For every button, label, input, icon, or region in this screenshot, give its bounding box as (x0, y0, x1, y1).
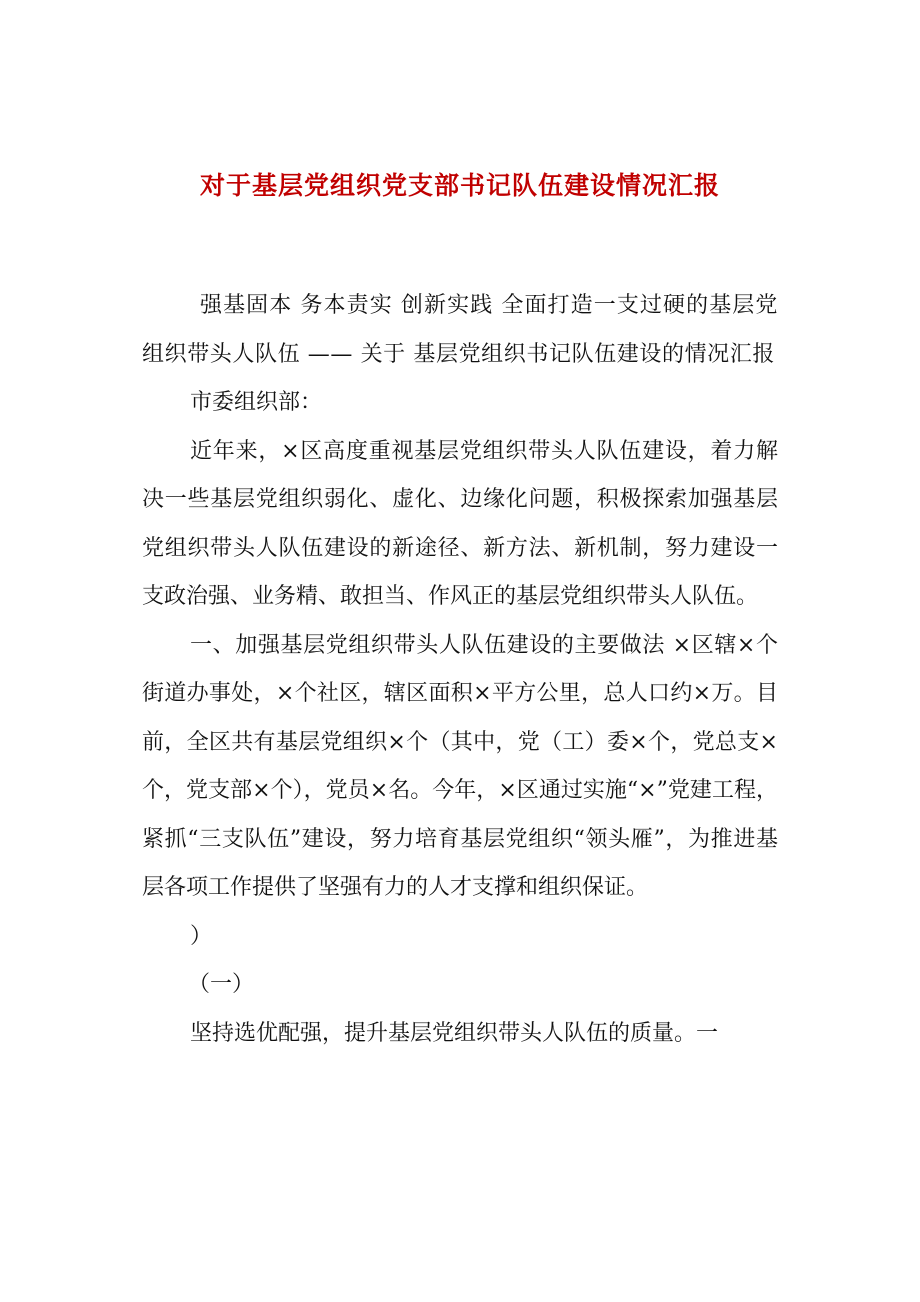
intro-paragraph: 近年来，×区高度重视基层党组织带头人队伍建设，着力解决一些基层党组织弱化、虚化、边缘化问题，积极探索加强基层党组织带头人队伍建设的新途径、新方法、新机制，努力建设一支政治强、业务精、敢担当、作风正的基层党组织带头人队伍。 (142, 438, 778, 609)
section-one-paragraph: 一、加强基层党组织带头人队伍建设的主要做法 ×区辖×个街道办事处，×个社区，辖区面积×平方公里，总人口约×万。目前，全区共有基层党组织×个（其中，党（工）委×个，党总支×个，党支部×个），党员×名。今年，×区通过实施“×”党建工程，紧抓“三支队伍”建设，努力培育基层党组织“领头雁”，为推进基层各项工作提供了坚强有力的人才支撑和组织保证。 (142, 632, 778, 900)
subtitle-paragraph: 强基固本 务本责实 创新实践 全面打造一支过硬的基层党组织带头人队伍 —— 关于 基层党组织书记队伍建设的情况汇报 (142, 293, 778, 367)
subsection-paragraph: 坚持选优配强，提升基层党组织带头人队伍的质量。一 (190, 1020, 719, 1046)
salutation: 市委组织部： (190, 390, 323, 415)
closing-paren-line: ） (190, 923, 213, 949)
document-title: 对于基层党组织党支部书记队伍建设情况汇报 (199, 171, 720, 200)
subsection-heading: （一） (188, 972, 255, 997)
document-body (142, 282, 778, 1058)
